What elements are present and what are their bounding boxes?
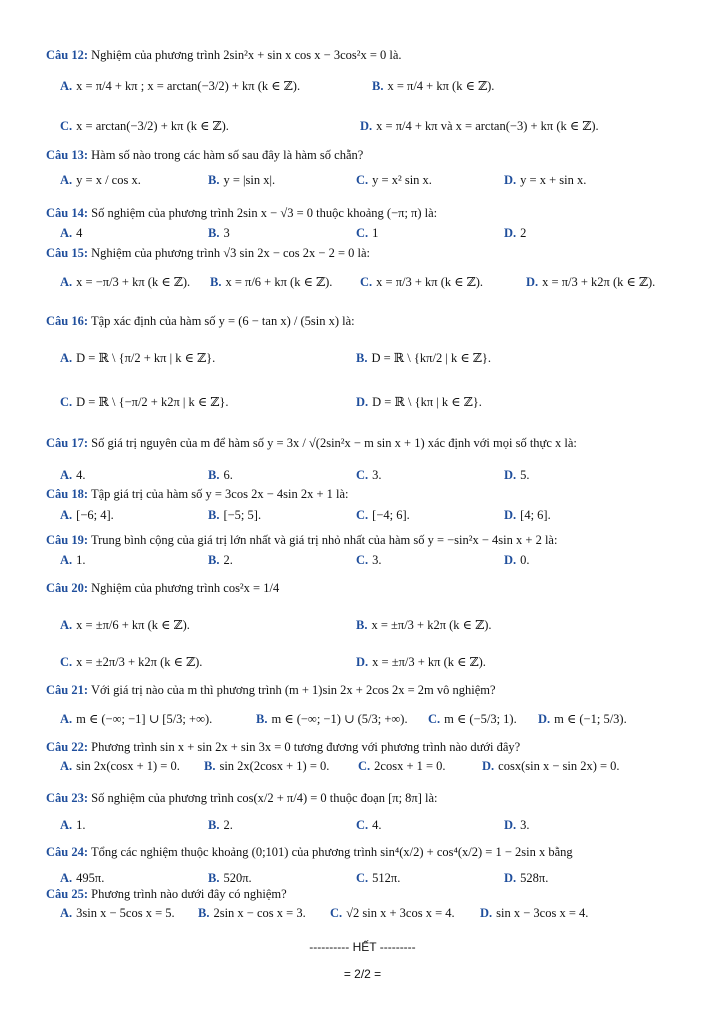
question-text: Tập xác định của hàm số y = (6 − tan x) / (5sin x) là: (90, 314, 355, 328)
option-d[interactable]: D. 2 (504, 226, 527, 240)
option-b[interactable]: B. x = π/4 + kπ (k ∈ ℤ). (372, 79, 495, 93)
options-row (60, 553, 695, 573)
question-25 (46, 887, 695, 902)
option-a[interactable]: A. D = ℝ \ {π/2 + kπ | k ∈ ℤ}. (60, 351, 216, 365)
option-d[interactable]: D. sin x − 3cos x = 4. (480, 906, 589, 920)
option-b[interactable]: B. x = ±π/3 + k2π (k ∈ ℤ). (356, 618, 492, 632)
question-20 (46, 581, 695, 596)
option-a[interactable]: A. 4. (60, 468, 86, 482)
option-a[interactable]: A. 3sin x − 5cos x = 5. (60, 906, 175, 920)
option-b[interactable]: B. 2. (208, 553, 233, 567)
question-number: Câu 23: (46, 791, 89, 805)
option-d[interactable]: D. 5. (504, 468, 530, 482)
option-c[interactable]: C. 1 (356, 226, 379, 240)
option-b[interactable]: B. x = π/6 + kπ (k ∈ ℤ). (210, 275, 333, 289)
question-number: Câu 20: (46, 581, 89, 595)
option-c[interactable]: C. 3. (356, 468, 382, 482)
option-b[interactable]: B. 2. (208, 818, 233, 832)
option-a[interactable]: A. x = ±π/6 + kπ (k ∈ ℤ). (60, 618, 190, 632)
question-21 (46, 683, 695, 698)
option-c[interactable]: C. x = π/3 + kπ (k ∈ ℤ). (360, 275, 484, 289)
options-row (60, 906, 695, 926)
option-d[interactable]: D. 0. (504, 553, 530, 567)
option-a[interactable]: A. [−6; 4]. (60, 508, 114, 522)
options-row (60, 350, 695, 370)
end-marker: ---------- HẾT --------- (309, 940, 416, 954)
option-d[interactable]: D. x = ±π/3 + kπ (k ∈ ℤ). (356, 655, 486, 669)
option-b[interactable]: B. 520π. (208, 871, 252, 885)
option-c[interactable]: C. 512π. (356, 871, 401, 885)
option-c[interactable]: C. √2 sin x + 3cos x = 4. (330, 906, 455, 920)
option-c[interactable]: C. x = ±2π/3 + k2π (k ∈ ℤ). (60, 655, 203, 669)
options-row (60, 654, 695, 674)
question-text: Trung bình cộng của giá trị lớn nhất và giá trị nhỏ nhất của hàm số y = −sin²x − 4sin x + 2 là: (90, 533, 558, 547)
question-23 (46, 791, 695, 806)
question-16 (46, 314, 695, 329)
question-number: Câu 14: (46, 206, 89, 220)
options-row (60, 118, 695, 138)
question-number: Câu 21: (46, 683, 89, 697)
options-row (60, 711, 695, 731)
question-number: Câu 15: (46, 246, 89, 260)
question-number: Câu 18: (46, 487, 89, 501)
question-text: Tập giá trị của hàm số y = 3cos 2x − 4sin 2x + 1 là: (90, 487, 349, 501)
question-19 (46, 533, 695, 548)
question-text: Với giá trị nào của m thì phương trình (m + 1)sin 2x + 2cos 2x = 2m vô nghiệm? (90, 683, 496, 697)
question-text: Nghiệm của phương trình 2sin²x + sin x cos x − 3cos²x = 0 là. (91, 48, 402, 62)
option-d[interactable]: D. x = π/4 + kπ và x = arctan(−3) + kπ (k ∈ ℤ). (360, 119, 599, 133)
question-number: Câu 16: (46, 314, 89, 328)
option-d[interactable]: D. D = ℝ \ {kπ | k ∈ ℤ}. (356, 395, 482, 409)
question-12 (46, 48, 695, 63)
question-text: Phương trình nào dưới đây có nghiệm? (91, 887, 287, 901)
options-row (60, 617, 695, 637)
option-b[interactable]: B. m ∈ (−∞; −1) ∪ (5/3; +∞). (256, 712, 408, 726)
question-number: Câu 19: (46, 533, 89, 547)
option-a[interactable]: A. x = −π/3 + kπ (k ∈ ℤ). (60, 275, 191, 289)
question-13 (46, 148, 695, 163)
option-d[interactable]: D. m ∈ (−1; 5/3). (538, 712, 627, 726)
option-d[interactable]: D. 528π. (504, 871, 549, 885)
question-17 (46, 436, 695, 451)
options-row (60, 78, 695, 98)
question-number: Câu 12: (46, 48, 89, 62)
option-d[interactable]: D. [4; 6]. (504, 508, 551, 522)
page-number: = 2/2 = (343, 967, 382, 981)
option-a[interactable]: A. 1. (60, 818, 86, 832)
option-c[interactable]: C. m ∈ (−5/3; 1). (428, 712, 517, 726)
option-b[interactable]: B. 2sin x − cos x = 3. (198, 906, 306, 920)
option-a[interactable]: A. x = π/4 + kπ ; x = arctan(−3/2) + kπ (k ∈ ℤ). (60, 79, 301, 93)
option-b[interactable]: B. [−5; 5]. (208, 508, 262, 522)
options-row (60, 468, 695, 488)
question-15 (46, 246, 695, 261)
option-d[interactable]: D. 3. (504, 818, 530, 832)
options-row (60, 508, 695, 528)
question-number: Câu 25: (46, 887, 89, 901)
question-text: Số giá trị nguyên của m để hàm số y = 3x / √(2sin²x − m sin x + 1) xác định với mọi số thực x là: (91, 436, 577, 450)
option-c[interactable]: C. 2cosx + 1 = 0. (358, 759, 446, 773)
option-c[interactable]: C. 4. (356, 818, 382, 832)
question-22 (46, 740, 695, 755)
option-b[interactable]: B. 6. (208, 468, 233, 482)
options-row (60, 274, 695, 294)
question-number: Câu 17: (46, 436, 89, 450)
question-text: Số nghiệm của phương trình 2sin x − √3 = 0 thuộc khoảng (−π; π) là: (91, 206, 438, 220)
question-text: Số nghiệm của phương trình cos(x/2 + π/4) = 0 thuộc đoạn [π; 8π] là: (91, 791, 438, 805)
question-text: Phương trình sin x + sin 2x + sin 3x = 0 tương đương với phương trình nào dưới đây? (91, 740, 521, 754)
options-row (60, 394, 695, 414)
option-a[interactable]: A. y = x / cos x. (60, 173, 141, 187)
question-18 (46, 487, 695, 502)
option-c[interactable]: C. D = ℝ \ {−π/2 + k2π | k ∈ ℤ}. (60, 395, 229, 409)
option-d[interactable]: D. x = π/3 + k2π (k ∈ ℤ). (526, 275, 656, 289)
option-d[interactable]: D. y = x + sin x. (504, 173, 587, 187)
question-14 (46, 206, 695, 221)
option-a[interactable]: A. sin 2x(cosx + 1) = 0. (60, 759, 180, 773)
option-b[interactable]: B. 3 (208, 226, 230, 240)
question-text: Nghiệm của phương trình cos²x = 1/4 (91, 581, 280, 595)
options-row (60, 759, 695, 779)
question-text: Nghiệm của phương trình √3 sin 2x − cos 2x − 2 = 0 là: (91, 246, 371, 260)
option-a[interactable]: A. 1. (60, 553, 86, 567)
option-b[interactable]: B. y = |sin x|. (208, 173, 276, 187)
option-b[interactable]: B. D = ℝ \ {kπ/2 | k ∈ ℤ}. (356, 351, 491, 365)
question-number: Câu 22: (46, 740, 89, 754)
option-d[interactable]: D. cosx(sin x − sin 2x) = 0. (482, 759, 620, 773)
option-c[interactable]: C. 3. (356, 553, 382, 567)
option-c[interactable]: C. [−4; 6]. (356, 508, 410, 522)
option-a[interactable]: A. m ∈ (−∞; −1] ∪ [5/3; +∞). (60, 712, 213, 726)
question-text: Hàm số nào trong các hàm số sau đây là hàm số chẵn? (91, 148, 364, 162)
options-row (60, 226, 695, 246)
question-number: Câu 13: (46, 148, 89, 162)
option-b[interactable]: B. sin 2x(2cosx + 1) = 0. (204, 759, 330, 773)
options-row (60, 818, 695, 838)
option-a[interactable]: A. 4 (60, 226, 83, 240)
option-c[interactable]: C. x = arctan(−3/2) + kπ (k ∈ ℤ). (60, 119, 229, 133)
option-c[interactable]: C. y = x² sin x. (356, 173, 432, 187)
question-number: Câu 24: (46, 845, 89, 859)
question-text: Tổng các nghiệm thuộc khoảng (0;101) của phương trình sin⁴(x/2) + cos⁴(x/2) = 1 − 2sin x bằng (90, 845, 573, 859)
options-row (60, 173, 695, 193)
question-24 (46, 845, 695, 860)
option-a[interactable]: A. 495π. (60, 871, 105, 885)
